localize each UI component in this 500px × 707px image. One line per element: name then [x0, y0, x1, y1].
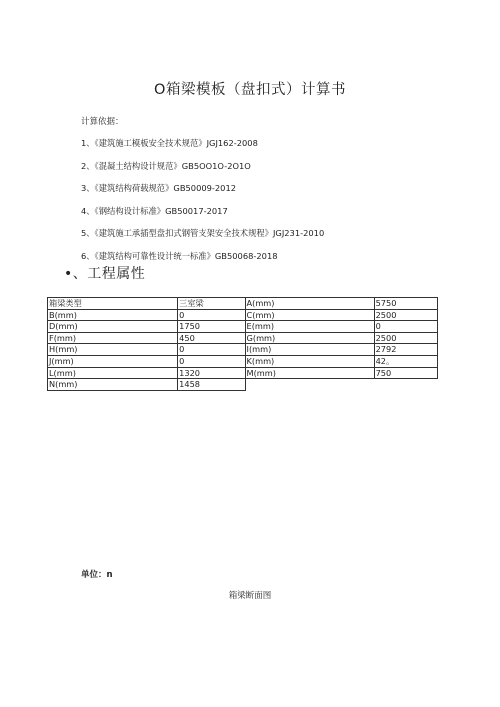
table-cell: 450 [178, 332, 245, 344]
table-row [48, 367, 438, 379]
table-cell: 1320 [178, 367, 245, 379]
table-cell: B(mm) [48, 309, 178, 321]
table-cell: G(mm) [245, 332, 374, 344]
reference-list [81, 138, 324, 274]
table-cell: E(mm) [245, 321, 374, 333]
table-row [48, 379, 438, 391]
reference-item: 2、《混凝土结构设计规范》GB5OO1O-2O1O [81, 160, 251, 171]
table-cell: 1458 [178, 379, 245, 391]
table-cell: 0 [374, 321, 437, 333]
table-cell: I(mm) [245, 344, 374, 356]
reference-item: 3、《建筑结构荷载规范》GB50009-2012 [81, 183, 237, 194]
document-title: O箱梁模板（盘扣式）计算书 [154, 82, 346, 98]
properties-table [47, 297, 438, 391]
table-cell: 三室梁 [178, 298, 245, 310]
section-heading: •、工程属性 [64, 266, 146, 282]
table-cell: F(mm) [48, 332, 178, 344]
table-cell: 2792 [374, 344, 437, 356]
table-cell: C(mm) [245, 309, 374, 321]
reference-item: 6、《建筑结构可靠性设计统一标准》GB50068-2018 [81, 250, 278, 261]
table-cell: 1750 [178, 321, 245, 333]
table-row [48, 355, 438, 367]
reference-item: 5、《建筑施工承插型盘扣式钢管支架安全技术规程》JGJ231-2010 [81, 228, 325, 239]
table-cell: 0 [178, 344, 245, 356]
unit-label: 单位：n [81, 570, 113, 580]
basis-label: 计算依据： [81, 117, 124, 127]
table-cell: 0 [178, 309, 245, 321]
table-cell: J(mm) [48, 355, 178, 367]
table-cell: 2500 [374, 309, 437, 321]
table-cell: A(mm) [245, 298, 374, 310]
reference-item: 4、《钢结构设计标准》GB50017-2017 [81, 205, 228, 216]
table-cell: 2500 [374, 332, 437, 344]
table-cell-empty [374, 379, 437, 391]
table-cell: L(mm) [48, 367, 178, 379]
reference-item: 1、《建筑施工模板安全技术规范》JGJ162-2008 [81, 138, 258, 148]
figure-caption: 箱梁断面图 [228, 591, 272, 601]
table-cell: 750 [374, 367, 437, 379]
table-cell: M(mm) [245, 367, 374, 379]
table-cell: D(mm) [48, 321, 178, 333]
table-cell: 5750 [374, 298, 437, 310]
table-row [48, 298, 438, 310]
table-cell: K(mm) [245, 355, 374, 367]
table-row [48, 344, 438, 356]
table-row [48, 332, 438, 344]
table-cell-empty [245, 379, 374, 391]
table-cell: 0 [178, 355, 245, 367]
table-cell: 42。 [374, 355, 437, 367]
table-row [48, 309, 438, 321]
table-row [48, 321, 438, 333]
table-cell: H(mm) [48, 344, 178, 356]
table-cell: N(mm) [48, 379, 178, 391]
table-cell: 箱梁类型 [48, 298, 178, 310]
